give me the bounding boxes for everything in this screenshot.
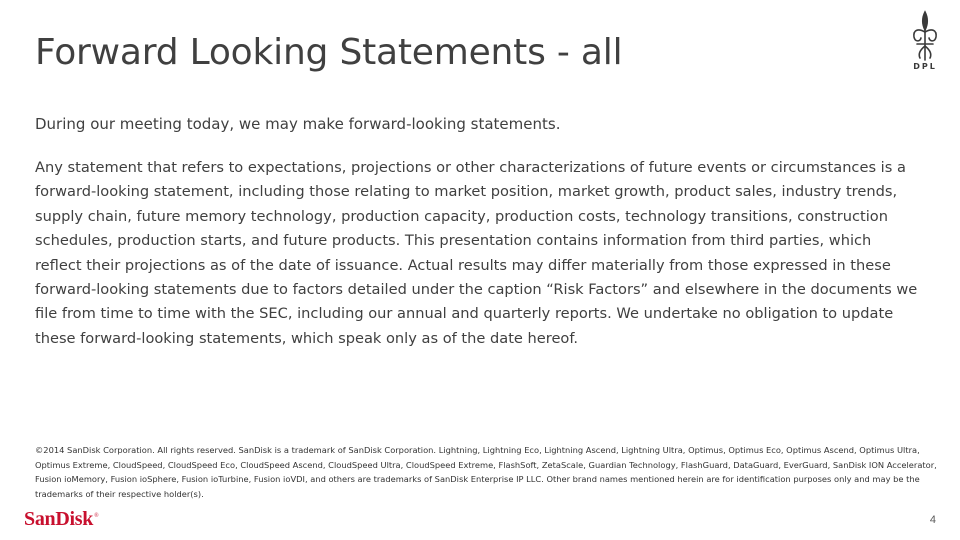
legal-notice: ©2014 SanDisk Corporation. All rights reserved. SanDisk is a trademark of SanDisk Corporation. Lightning, Lightning Eco, Lightning Ascend, Lightning Ultra, Optimus, Optimus Eco, Optimus Ascend, Optimus Ultra, Optimus Extreme, CloudSpeed, CloudSpeed Eco, CloudSpeed Ascend, CloudSpeed Ultra, CloudSpeed Extreme, FlashSoft, ZetaScale, Guardian Technology, FlashGuard, DataGuard, EverGuard, SanDisk ION Accelerator, Fusion ioMemory, Fusion ioSphere, Fusion ioTurbine, Fusion ioVDI, and others are trademarks of SanDisk Enterprise IP LLC. Other brand names mentioned herein are for identification purposes only and may be the trademarks of their respective holder(s).: [35, 445, 937, 499]
forward-looking-paragraph: Any statement that refers to expectations, projections or other characterizations of future events or circumstances is a forward-looking statement, including those relating to market position, market growth, product sales, industry trends, supply chain, future memory technology, production capacity, production costs, technology transitions, construction schedules, production starts, and future products. This presentation contains information from third parties, which reflect their projections as of the date of issuance. Actual results may differ materially from those expressed in these forward-looking statements due to factors detailed under the caption “Risk Factors” and elsewhere in the documents we file from time to time with the SEC, including our annual and quarterly reports. We undertake no obligation to update these forward-looking statements, which speak only as of the date hereof.: [35, 159, 918, 347]
sandisk-logo: [24, 508, 98, 531]
dpl-logo: DPL: [913, 62, 937, 71]
page-number: 4: [929, 514, 936, 526]
slide-title: Forward Looking Statements - all: [35, 32, 623, 73]
sandisk-logo-text: SanDisk: [24, 508, 94, 530]
trademark-symbol: ®: [94, 513, 99, 520]
intro-text: During our meeting today, we may make forward-looking statements.: [35, 115, 561, 133]
